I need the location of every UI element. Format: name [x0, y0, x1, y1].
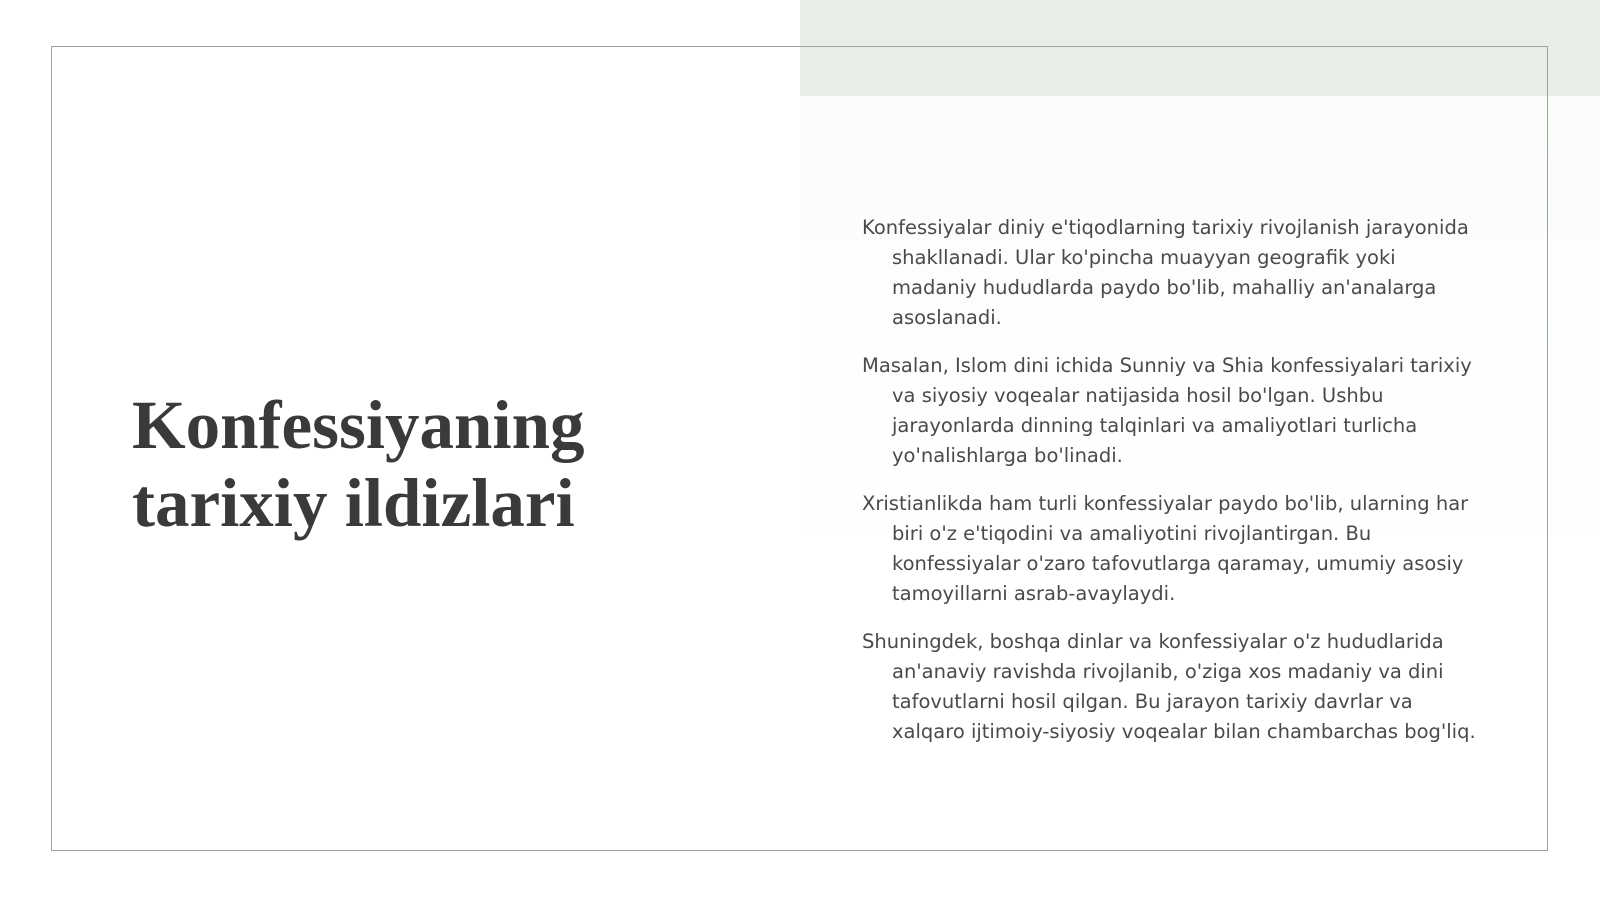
slide-title — [132, 386, 732, 542]
paragraph-1: Konfessiyalar diniy e'tiqodlarning tarixiy rivojlanish jarayonida shakllanadi. Ular ko'pincha muayyan geografik yoki madaniy hududlarda paydo bo'lib, mahalliy an'analarga asoslanadi. — [862, 216, 1469, 329]
body-text-block — [862, 213, 1482, 765]
paragraph-2: Masalan, Islom dini ichida Sunniy va Shia konfessiyalari tarixiy va siyosiy voqealar natijasida hosil bo'lgan. Ushbu jarayonlarda dinning talqinlari va amaliyotlari turlicha yo'nalishlarga bo'linadi. — [862, 354, 1472, 467]
title-line-1: Konfessiyaning — [132, 387, 585, 463]
title-line-2: tarixiy ildizlari — [132, 465, 575, 541]
paragraph-3: Xristianlikda ham turli konfessiyalar paydo bo'lib, ularning har biri o'z e'tiqodini va amaliyotini rivojlantirgan. Bu konfessiyalar o'zaro tafovutlarga qaramay, umumiy asosiy tamoyillarni asrab-avaylaydi. — [862, 492, 1469, 605]
paragraph-4: Shuningdek, boshqa dinlar va konfessiyalar o'z hududlarida an'anaviy ravishda rivojlanib, o'ziga xos madaniy va dini tafovutlarni hosil qilgan. Bu jarayon tarixiy davrlar va xalqaro ijtimoiy-siyosiy voqealar bilan chambarchas bog'liq. — [862, 630, 1476, 743]
